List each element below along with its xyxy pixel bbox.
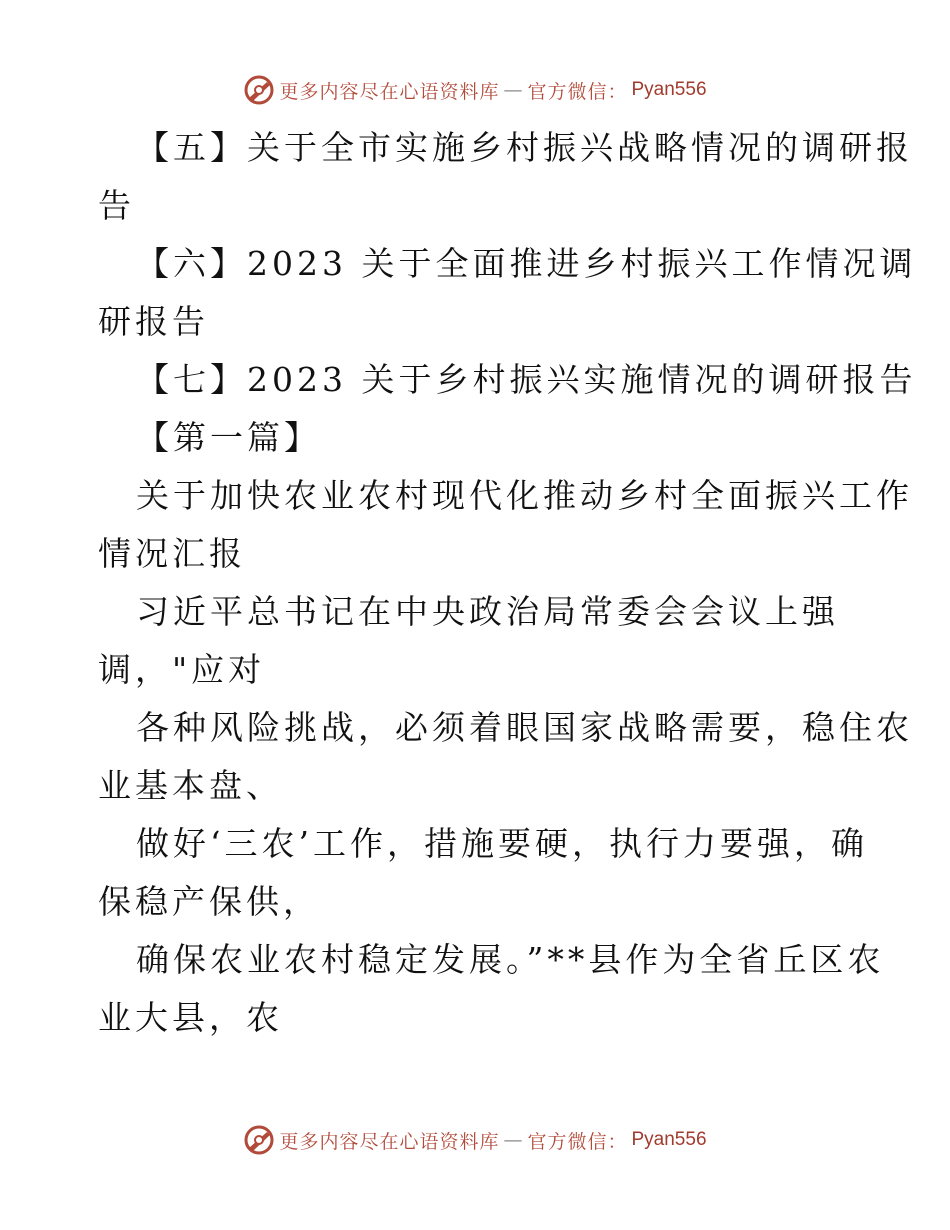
article-title-continued: 情况汇报 — [98, 534, 246, 573]
banner-contact-value: Pyan556 — [631, 1129, 707, 1150]
paragraph-line: 做好‘三农’工作，措施要硬，执行力要强，确 — [136, 824, 868, 863]
banner-separator: — — [503, 1129, 524, 1151]
paragraph-line: 保稳产保供， — [98, 882, 320, 921]
paragraph-line: 业基本盘、 — [98, 766, 283, 805]
toc-item-5: 【五】关于全市实施乡村振兴战略情况的调研报 — [136, 128, 913, 167]
toc-item-7: 【七】2023 关于乡村振兴实施情况的调研报告 — [136, 360, 917, 399]
pen-logo-icon — [243, 74, 275, 106]
section-heading: 【第一篇】 — [136, 418, 321, 457]
pen-logo-icon — [243, 1124, 275, 1156]
banner-site-text: 更多内容尽在心语资料库 — [279, 80, 500, 103]
toc-item-5-continued: 告 — [98, 186, 135, 225]
footer-watermark-banner — [0, 1120, 950, 1160]
banner-contact-label: 官方微信： — [527, 80, 628, 103]
banner-contact-value: Pyan556 — [631, 79, 707, 100]
paragraph-line: 确保农业农村稳定发展。”**县作为全省丘区农 — [136, 940, 885, 979]
banner-contact-label: 官方微信： — [527, 1130, 628, 1153]
paragraph-line: 各种风险挑战，必须着眼国家战略需要，稳住农 — [136, 708, 913, 747]
paragraph-line: 业大县，农 — [98, 998, 283, 1037]
toc-item-6: 【六】2023 关于全面推进乡村振兴工作情况调 — [136, 244, 917, 283]
paragraph-line: 调，"应对 — [98, 650, 266, 689]
article-title: 关于加快农业农村现代化推动乡村全面振兴工作 — [136, 476, 913, 515]
header-watermark-banner — [0, 70, 950, 110]
paragraph-line: 习近平总书记在中央政治局常委会会议上强 — [136, 592, 839, 631]
banner-site-text: 更多内容尽在心语资料库 — [279, 1130, 500, 1153]
banner-separator: — — [503, 79, 524, 101]
toc-item-6-continued: 研报告 — [98, 302, 209, 341]
